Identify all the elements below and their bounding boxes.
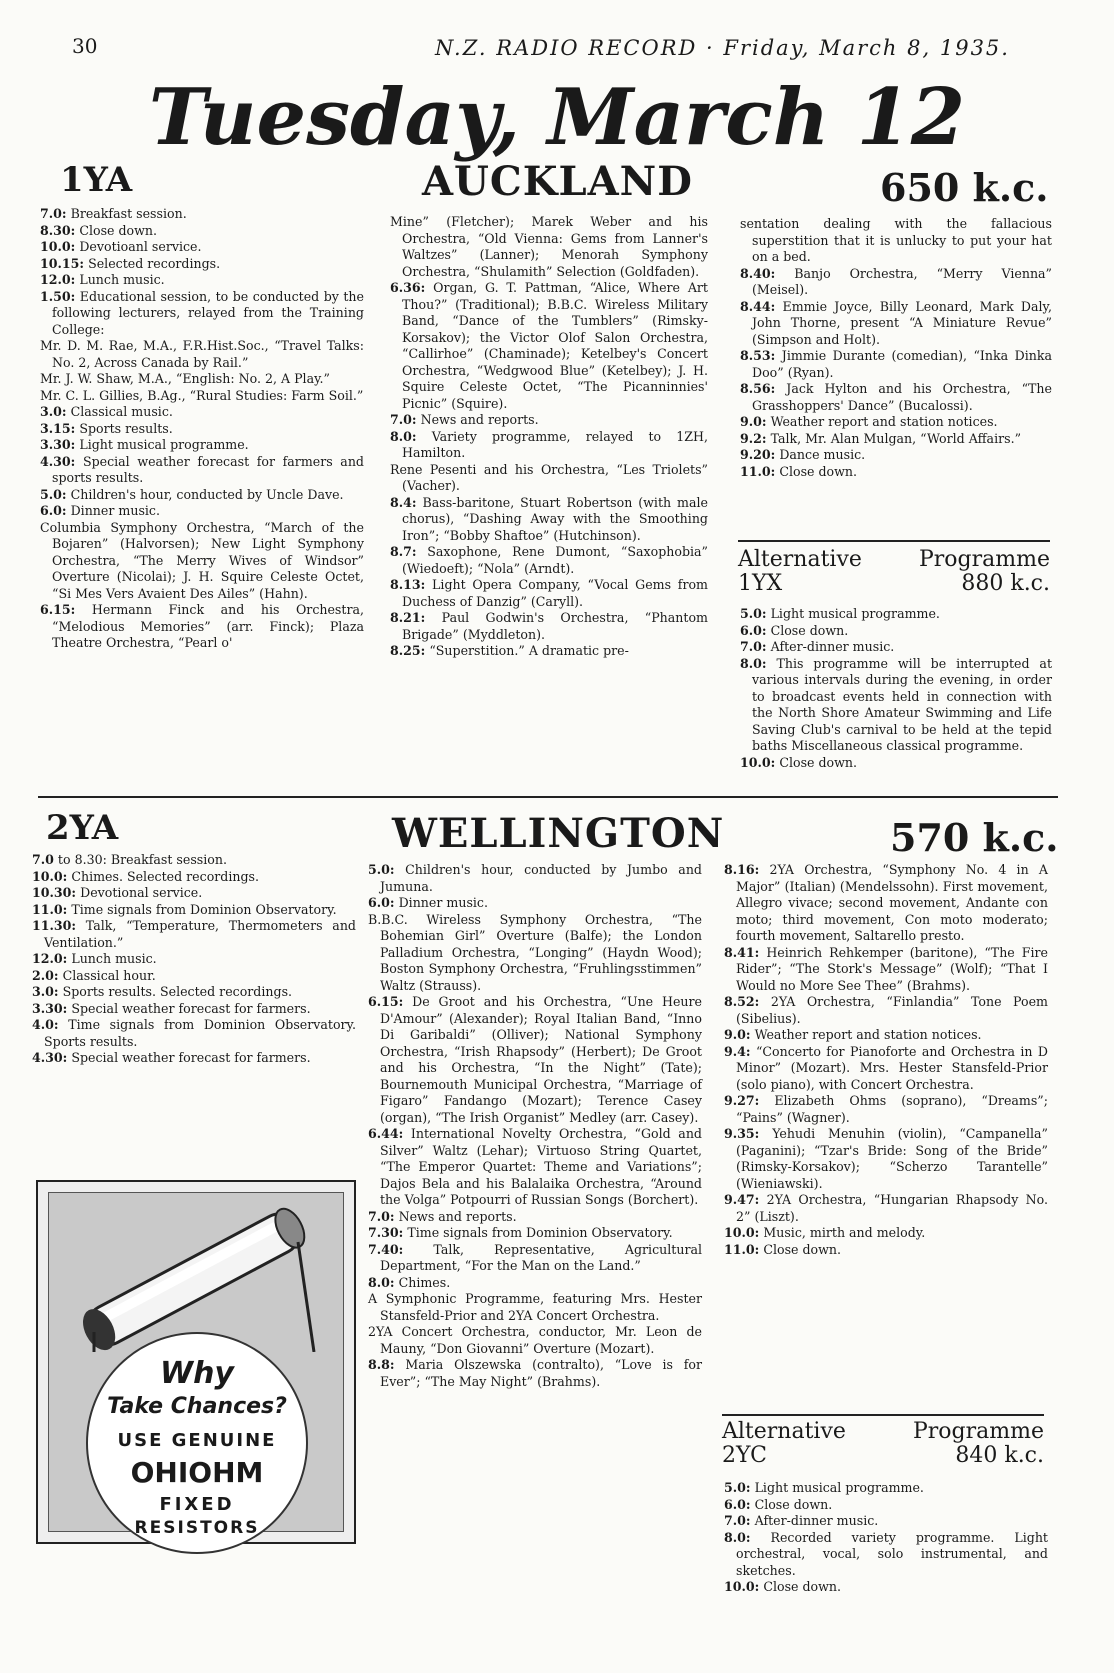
- programme-entry: [388, 412, 708, 429]
- entry-time: 7.40:: [368, 1241, 404, 1257]
- entry-time: 6.36:: [390, 280, 426, 295]
- entry-description: Weather report and station notices.: [766, 414, 998, 429]
- entry-description: Mr. J. W. Shaw, M.A., “English: No. 2, A Play.”: [40, 371, 330, 386]
- entry-description: Special weather forecast for farmers.: [67, 1050, 311, 1065]
- entry-time: 11.0:: [724, 1241, 760, 1257]
- programme-entry: [722, 1192, 1048, 1225]
- entry-description: Classical hour.: [58, 967, 156, 983]
- entry-time: 8.41:: [724, 944, 760, 960]
- programme-entry: [30, 984, 356, 1001]
- entry-description: Light Opera Company, “Vocal Gems from Duchess of Danzig” (Caryll).: [402, 577, 708, 609]
- entry-time: 3.0:: [40, 404, 67, 419]
- programme-entry: [366, 1324, 702, 1357]
- entry-description: This programme will be interrupted at various intervals during the evening, in order to broadcast events held in connection with the North Shore Amateur Swimming and Life Saving Club's carnival to be held at the tepid baths Miscellaneous classical programme.: [752, 655, 1052, 753]
- programme-entry: [30, 968, 356, 985]
- page-title: Tuesday, March 12: [148, 72, 966, 163]
- programme-entry: [738, 656, 1052, 755]
- entry-description: Sports results. Selected recordings.: [58, 984, 293, 999]
- entry-time: 8.0:: [368, 1274, 395, 1290]
- entry-time: 12.0:: [40, 272, 76, 287]
- station-1ya: 1YA: [60, 160, 133, 200]
- programme-entry: [30, 902, 356, 919]
- programme-entry: [738, 299, 1052, 349]
- entry-time: 9.0:: [740, 414, 767, 429]
- entry-description: After-dinner music.: [750, 1513, 879, 1528]
- entry-time: 7.0:: [368, 1208, 395, 1224]
- entry-time: 5.0:: [40, 486, 67, 502]
- programme-entry: [366, 1126, 702, 1209]
- entry-description: Sports results.: [75, 420, 173, 436]
- entry-time: 8.56:: [740, 381, 776, 396]
- ad-brand: OHIOHM: [130, 1456, 264, 1489]
- programme-entry: [722, 945, 1048, 995]
- entry-time: 8.8:: [368, 1357, 395, 1372]
- entry-time: 11.0:: [32, 901, 68, 917]
- programme-entry: [738, 623, 1052, 640]
- programme-entry: [38, 503, 364, 520]
- programme-entry: [38, 206, 364, 223]
- entry-time: 5.0:: [740, 606, 767, 621]
- entry-description: Talk, Mr. Alan Mulgan, “World Affairs.”: [766, 430, 1022, 446]
- programme-entry: [738, 447, 1052, 464]
- wellington-column-2: [366, 862, 702, 1390]
- alt-programme-1yx: [738, 548, 1050, 596]
- entry-time: 6.0:: [724, 1496, 751, 1512]
- entry-time: 6.0:: [368, 895, 395, 910]
- publication-header: [435, 36, 1010, 60]
- alt-label: Alternative: [738, 547, 862, 572]
- programme-entry: [722, 1027, 1048, 1044]
- entry-description: International Novelty Orchestra, “Gold and Silver” Waltz (Lehar); Virtuoso String Quartet, “The Emperor Quartet: Theme and Variations”; Dajos Bela and his Balalaika Orchestra, “Around the Volga” Potpourri of Russian Songs (Borchert).: [380, 1126, 702, 1207]
- entry-time: 4.0:: [32, 1017, 59, 1032]
- programme-entry: [38, 256, 364, 273]
- programme-entry: [722, 1225, 1048, 1242]
- alt-programme-label: Programme: [912, 1419, 1044, 1444]
- programme-entry: [366, 1225, 702, 1242]
- programme-entry: [38, 437, 364, 454]
- entry-description: Close down.: [775, 754, 858, 770]
- programme-entry: [38, 272, 364, 289]
- entry-time: 3.30:: [32, 1000, 68, 1016]
- entry-time: 8.53:: [740, 348, 776, 363]
- programme-entry: [38, 388, 364, 405]
- entry-description: Weather report and station notices.: [750, 1027, 982, 1042]
- programme-entry: [38, 404, 364, 421]
- entry-description: News and reports.: [394, 1208, 517, 1224]
- section-divider: [38, 796, 1058, 798]
- programme-entry: [30, 1017, 356, 1050]
- programme-entry: [388, 610, 708, 643]
- frequency-1ya: 650 k.c.: [880, 165, 1049, 210]
- ad-take-chances: Take Chances?: [107, 1394, 287, 1419]
- entry-time: 8.30:: [40, 222, 76, 238]
- entry-description: Lunch music.: [75, 272, 165, 287]
- programme-entry: [722, 1044, 1048, 1094]
- entry-description: Paul Godwin's Orchestra, “Phantom Brigade” (Myddleton).: [402, 610, 708, 642]
- entry-description: Children's hour, conducted by Jumbo and Jumuna.: [380, 862, 702, 894]
- programme-entry: [722, 1513, 1048, 1530]
- alt-1yx-rule: [738, 540, 1050, 542]
- entry-time: 7.0:: [40, 206, 67, 221]
- wellington-column-1: [30, 852, 356, 1067]
- programme-entry: [722, 994, 1048, 1027]
- programme-entry: [38, 487, 364, 504]
- frequency-2ya: 570 k.c.: [890, 815, 1059, 860]
- alt-frequency-2yc: 840 k.c.: [955, 1443, 1044, 1468]
- entry-time: 8.52:: [724, 994, 760, 1009]
- entry-description: 2YA Orchestra, “Finlandia” Tone Poem (Sibelius).: [736, 994, 1048, 1026]
- entry-description: Children's hour, conducted by Uncle Dave.: [66, 486, 344, 502]
- entry-time: 4.30:: [32, 1050, 68, 1065]
- programme-entry: [30, 885, 356, 902]
- entry-description: Emmie Joyce, Billy Leonard, Mark Daly, John Thorne, present “A Miniature Revue” (Simpson and Holt).: [752, 298, 1052, 347]
- entry-description: Mine” (Fletcher); Marek Weber and his Orchestra, “Old Vienna: Gems from Lanner's Waltzes” (Lanner); Menorah Symphony Orchestra, “Shulamith” Selection (Goldfaden).: [390, 214, 708, 279]
- advertisement-ohiohm: [36, 1180, 356, 1544]
- entry-description: Yehudi Menuhin (violin), “Campanella” (Paganini); “Tzar's Bride: Song of the Bride” (Rimsky-Korsakov); “Scherzo Tarantelle” (Wieniawski).: [736, 1126, 1048, 1191]
- programme-entry: [388, 643, 708, 660]
- entry-description: Special weather forecast for farmers and sports results.: [52, 453, 364, 485]
- entry-time: 4.30:: [40, 453, 76, 469]
- auckland-column-3: [738, 216, 1052, 480]
- entry-time: 3.30:: [40, 437, 76, 452]
- entry-description: Recorded variety programme. Light orchestral, vocal, solo instrumental, and sketches.: [736, 1529, 1048, 1578]
- auckland-column-2: [388, 214, 708, 660]
- entry-description: Mr. D. M. Rae, M.A., F.R.Hist.Soc., “Travel Talks: No. 2, Across Canada by Rail.”: [40, 338, 364, 370]
- entry-time: 8.4:: [390, 494, 417, 510]
- programme-entry: [38, 239, 364, 256]
- publication-date: · Friday, March 8, 1935.: [706, 36, 1010, 60]
- resistor-tube-icon: [58, 1202, 338, 1352]
- entry-description: Columbia Symphony Orchestra, “March of the Bojaren” (Halvorsen); New Light Symphony Orchestra, “The Merry Wives of Windsor” Overture (Nicolai); J. H. Squire Celeste Octet, “Si Mes Vers Avaient Des Ailes” (Hahn).: [40, 519, 364, 601]
- entry-description: Dinner music.: [66, 503, 160, 518]
- entry-description: Saxophone, Rene Dumont, “Saxophobia” (Wiedoeft); “Nola” (Arndt).: [402, 544, 708, 576]
- programme-entry: [366, 1209, 702, 1226]
- ad-use-genuine: USE GENUINE: [117, 1430, 277, 1451]
- alt-station-1yx: 1YX: [738, 571, 783, 596]
- programme-entry: [738, 216, 1052, 266]
- programme-entry: [388, 462, 708, 495]
- entry-time: 11.0:: [740, 463, 776, 479]
- entry-description: Organ, G. T. Pattman, “Alice, Where Art Thou?” (Traditional); B.B.C. Wireless Military Band, “Dance of the Tumblers” (Rimsky-Korsakov); the Victor Olof Salon Orchestra, “Callirhoe” (Chaminade); Ketelbey's Concert Orchestra, “Wedgwood Blue” (Ketelbey); J. H. Squire Celeste Octet, “The Picanninnies' Picnic” (Squire).: [402, 280, 708, 411]
- programme-entry: [388, 280, 708, 412]
- programme-entry: [30, 869, 356, 886]
- entry-description: Close down.: [766, 622, 849, 638]
- entry-time: 10.0:: [724, 1579, 760, 1594]
- entry-time: 8.25:: [390, 643, 426, 658]
- entry-description: sentation dealing with the fallacious superstition that it is unlucky to put your hat on a bed.: [740, 216, 1052, 264]
- entry-time: 10.30:: [32, 885, 77, 900]
- entry-time: 7.30:: [368, 1225, 404, 1240]
- auckland-column-1: [38, 206, 364, 652]
- entry-description: Breakfast session.: [66, 206, 187, 221]
- entry-description: Close down.: [75, 222, 158, 238]
- entry-description: Bass-baritone, Stuart Robertson (with male chorus), “Dashing Away with the Smoothing Iron”; “Bobby Shaftoe” (Hutchinson).: [402, 494, 708, 543]
- entry-time: 8.7:: [390, 544, 417, 559]
- entry-description: Educational session, to be conducted by the following lecturers, relayed from the Training College:: [52, 288, 364, 337]
- programme-entry: [38, 338, 364, 371]
- entry-time: 9.0:: [724, 1027, 751, 1042]
- entry-description: Time signals from Dominion Observatory.: [67, 901, 337, 917]
- entry-description: Close down.: [775, 463, 858, 479]
- entry-description: Time signals from Dominion Observatory.: [403, 1225, 673, 1240]
- programme-entry: [722, 862, 1048, 945]
- entry-time: 8.0:: [740, 655, 767, 671]
- entry-time: 8.21:: [390, 610, 426, 625]
- programme-entry: [38, 371, 364, 388]
- programme-entry: [30, 1050, 356, 1067]
- alt-station-2yc: 2YC: [722, 1443, 767, 1468]
- entry-description: Talk, “Temperature, Thermometers and Ventilation.”: [44, 918, 356, 950]
- page-number: 30: [72, 34, 98, 58]
- entry-description: Talk, Representative, Agricultural Department, “For the Man on the Land.”: [380, 1241, 702, 1273]
- programme-entry: [366, 895, 702, 912]
- entry-time: 8.0:: [724, 1529, 751, 1545]
- entry-description: Light musical programme.: [750, 1480, 924, 1495]
- programme-entry: [30, 852, 356, 869]
- entry-description: A Symphonic Programme, featuring Mrs. Hester Stansfeld-Prior and 2YA Concert Orchestra.: [368, 1291, 702, 1323]
- programme-entry: [738, 755, 1052, 772]
- programme-entry: [722, 1530, 1048, 1580]
- entry-time: 7.0:: [390, 412, 417, 427]
- entry-description: Rene Pesenti and his Orchestra, “Les Triolets” (Vacher).: [390, 461, 708, 493]
- programme-entry: [30, 1001, 356, 1018]
- entry-description: 2YA Orchestra, “Symphony No. 4 in A Major” (Italian) (Mendelssohn). First movement, Allegro vivace; second movement, Andante con moto; third movement, Con moto moderato; fourth movement, Saltarello presto.: [736, 862, 1048, 943]
- entry-time: 9.47:: [724, 1192, 760, 1207]
- entry-time: 7.0: [32, 852, 54, 867]
- programme-entry: [738, 348, 1052, 381]
- entry-time: 10.15:: [40, 255, 85, 271]
- entry-time: 10.0:: [32, 868, 68, 884]
- programme-entry: [738, 381, 1052, 414]
- entry-time: 8.13:: [390, 577, 426, 592]
- entry-time: 9.2:: [740, 430, 767, 446]
- programme-entry: [388, 429, 708, 462]
- programme-entry: [38, 289, 364, 339]
- entry-description: 2YA Orchestra, “Hungarian Rhapsody No. 2” (Liszt).: [736, 1192, 1048, 1224]
- entry-time: 6.15:: [40, 602, 76, 617]
- entry-time: 6.15:: [368, 994, 404, 1009]
- entry-time: 6.0:: [740, 622, 767, 638]
- entry-description: Selected recordings.: [84, 255, 221, 271]
- programme-entry: [722, 1579, 1048, 1596]
- entry-description: Classical music.: [66, 404, 173, 419]
- entry-description: Variety programme, relayed to 1ZH, Hamilton.: [402, 428, 708, 460]
- programme-entry: [388, 577, 708, 610]
- ad-fixed: FIXED: [159, 1494, 235, 1515]
- entry-description: “Concerto for Pianoforte and Orchestra in D Minor” (Mozart). Mrs. Hester Stansfeld-Prior (solo piano), with Concert Orchestra.: [736, 1043, 1048, 1092]
- entry-time: 2.0:: [32, 967, 59, 983]
- programme-entry: [366, 994, 702, 1126]
- city-wellington: WELLINGTON: [392, 810, 725, 857]
- entry-description: “Superstition.” A dramatic pre-: [425, 643, 629, 658]
- programme-entry: [38, 223, 364, 240]
- entry-description: Chimes.: [394, 1274, 451, 1290]
- entry-description: Light musical programme.: [75, 437, 249, 452]
- entry-description: News and reports.: [416, 412, 539, 427]
- entry-description: After-dinner music.: [766, 639, 895, 654]
- entry-time: 10.0:: [740, 754, 776, 770]
- entry-description: Jimmie Durante (comedian), “Inka Dinka Doo” (Ryan).: [752, 348, 1052, 380]
- entry-time: 3.15:: [40, 420, 76, 436]
- entry-time: 1.50:: [40, 288, 76, 304]
- programme-entry: [738, 431, 1052, 448]
- entry-description: Dance music.: [775, 447, 866, 462]
- entry-time: 9.20:: [740, 447, 776, 462]
- alt-frequency-1yx: 880 k.c.: [961, 571, 1050, 596]
- publication-name: N.Z. RADIO RECORD: [435, 36, 698, 60]
- entry-time: 9.27:: [724, 1093, 760, 1108]
- entry-time: 11.30:: [32, 918, 77, 933]
- programme-entry: [738, 414, 1052, 431]
- entry-time: 10.0:: [724, 1225, 760, 1240]
- entry-description: Maria Olszewska (contralto), “Love is for Ever”; “The May Night” (Brahms).: [380, 1357, 702, 1389]
- entry-description: Elizabeth Ohms (soprano), “Dreams”; “Pains” (Wagner).: [736, 1093, 1048, 1125]
- programme-entry: [722, 1497, 1048, 1514]
- alt-1yx-entries: [738, 606, 1052, 771]
- entry-time: 8.16:: [724, 862, 760, 877]
- entry-description: Mr. C. L. Gillies, B.Ag., “Rural Studies: Farm Soil.”: [40, 387, 364, 403]
- entry-time: 8.40:: [740, 265, 776, 281]
- entry-time: 5.0:: [724, 1480, 751, 1495]
- entry-time: 7.0:: [724, 1513, 751, 1528]
- programme-entry: [738, 266, 1052, 299]
- programme-entry: [366, 1242, 702, 1275]
- wellington-column-3: [722, 862, 1048, 1258]
- entry-description: Music, mirth and melody.: [759, 1225, 926, 1240]
- alt-label: Alternative: [722, 1419, 846, 1444]
- programme-entry: [30, 951, 356, 968]
- entry-description: De Groot and his Orchestra, “Une Heure D'Amour” (Alexander); Royal Italian Band, “Inno Di Garibaldi” (Olliver); National Symphony Orchestra, “Irish Rhapsody” (Herbert); De Groot and his Orchestra, “In the Night” (Tate); Bournemouth Municipal Orchestra, “Marriage of Figaro” Fandango (Mozart); Terence Casey (organ), “The Irish Organist” Medley (arr. Casey).: [380, 994, 702, 1125]
- entry-description: to 8.30: Breakfast session.: [53, 852, 227, 867]
- programme-entry: [722, 1480, 1048, 1497]
- entry-time: 8.0:: [390, 428, 417, 444]
- entry-description: Jack Hylton and his Orchestra, “The Grasshoppers' Dance” (Bucalossi).: [752, 381, 1052, 413]
- programme-entry: [722, 1126, 1048, 1192]
- programme-entry: [366, 912, 702, 995]
- programme-entry: [366, 862, 702, 895]
- programme-entry: [388, 544, 708, 577]
- entry-time: 3.0:: [32, 984, 59, 999]
- entry-time: 9.4:: [724, 1043, 751, 1059]
- entry-description: Time signals from Dominion Observatory. Sports results.: [44, 1017, 356, 1049]
- entry-description: Hermann Finck and his Orchestra, “Melodious Memories” (arr. Finck); Plaza Theatre Orchestra, “Pearl o': [52, 602, 364, 650]
- entry-description: Dinner music.: [394, 895, 488, 910]
- entry-description: Heinrich Rehkemper (baritone), “The Fire Rider”; “The Stork's Message” (Wolf); “That I Would no More See Thee” (Brahms).: [736, 944, 1048, 993]
- alt-2yc-entries: [722, 1480, 1048, 1596]
- entry-time: 10.0:: [40, 239, 76, 254]
- entry-time: 6.0:: [40, 503, 67, 518]
- programme-entry: [38, 454, 364, 487]
- alt-2yc-rule: [722, 1414, 1044, 1416]
- entry-time: 5.0:: [368, 862, 395, 877]
- entry-description: B.B.C. Wireless Symphony Orchestra, “The Bohemian Girl” Overture (Balfe); the London Palladium Orchestra, “Longing” (Haydn Wood); Boston Symphony Orchestra, “Fruhlingsstimmen” Waltz (Strauss).: [368, 911, 702, 993]
- programme-entry: [38, 520, 364, 603]
- ad-why: Why: [159, 1356, 234, 1391]
- entry-time: 12.0:: [32, 951, 68, 966]
- programme-entry: [388, 495, 708, 545]
- programme-entry: [38, 421, 364, 438]
- ad-resistors: RESISTORS: [134, 1518, 260, 1538]
- programme-entry: [722, 1242, 1048, 1259]
- programme-entry: [722, 1093, 1048, 1126]
- programme-entry: [366, 1357, 702, 1390]
- programme-entry: [388, 214, 708, 280]
- entry-description: Close down.: [759, 1579, 842, 1594]
- entry-description: Close down.: [750, 1496, 833, 1512]
- entry-description: Lunch music.: [67, 951, 157, 966]
- entry-description: Light musical programme.: [766, 606, 940, 621]
- programme-entry: [38, 602, 364, 652]
- entry-description: Special weather forecast for farmers.: [67, 1000, 311, 1016]
- station-2ya: 2YA: [46, 808, 119, 848]
- entry-time: 8.44:: [740, 298, 776, 314]
- entry-time: 6.44:: [368, 1126, 404, 1141]
- alt-programme-label: Programme: [918, 547, 1050, 572]
- entry-description: 2YA Concert Orchestra, conductor, Mr. Leon de Mauny, “Don Giovanni” Overture (Mozart).: [368, 1324, 702, 1356]
- entry-description: Devotioanl service.: [75, 239, 202, 254]
- programme-entry: [738, 639, 1052, 656]
- entry-description: Chimes. Selected recordings.: [67, 868, 260, 884]
- ad-circle: [86, 1332, 308, 1554]
- programme-entry: [366, 1291, 702, 1324]
- programme-entry: [366, 1275, 702, 1292]
- city-auckland: AUCKLAND: [422, 158, 693, 205]
- programme-entry: [738, 606, 1052, 623]
- programme-entry: [30, 918, 356, 951]
- entry-description: Close down.: [759, 1241, 842, 1257]
- entry-time: 9.35:: [724, 1126, 760, 1141]
- entry-description: Banjo Orchestra, “Merry Vienna” (Meisel).: [752, 265, 1052, 297]
- entry-time: 7.0:: [740, 639, 767, 654]
- programme-entry: [738, 464, 1052, 481]
- alt-programme-2yc: [722, 1420, 1044, 1468]
- entry-description: Devotional service.: [76, 885, 203, 900]
